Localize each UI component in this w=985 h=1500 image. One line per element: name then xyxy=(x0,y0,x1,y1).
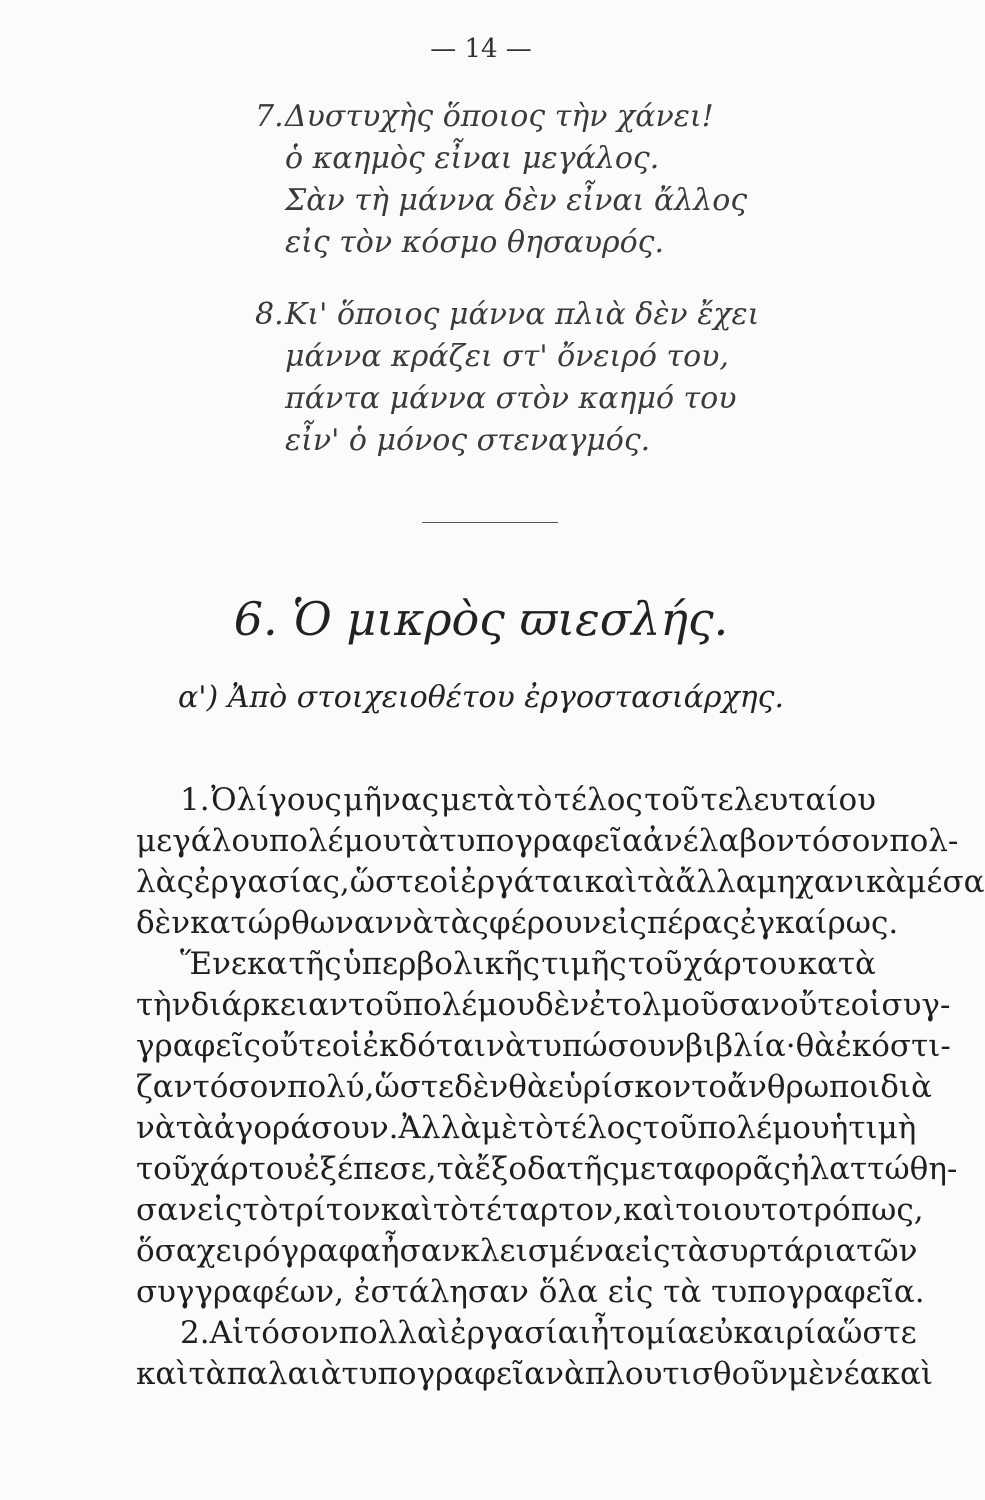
paragraph-line: ὅσα χειρόγραφα ἦσαν κλεισμένα εἰς τὰ συρτάρια τῶν xyxy=(136,1233,918,1269)
stanza-number: 7. xyxy=(255,99,284,134)
stanza-line: 8.Κι' ὅποιος μάννα πλιὰ δὲν ἔχει xyxy=(255,294,855,336)
stanza-number: 8. xyxy=(255,297,284,332)
poem-stanza-7 xyxy=(255,96,855,264)
paragraph-line: λὰς ἐργασίας, ὥστε οἱ ἐργάται καὶ τὰ ἄλλα μηχανικὰ μέσα xyxy=(136,864,985,900)
stanza-line: εἰς τὸν κόσμο θησαυρός. xyxy=(285,225,664,260)
paragraph-line: τὴν διάρκειαν τοῦ πολέμου δὲν ἐτολμοῦσαν οὔτε οἱ συγ- xyxy=(136,987,951,1023)
paragraph-line: 1. Ὀλίγους μῆνας μετὰ τὸ τέλος τοῦ τελευταίου xyxy=(180,782,876,818)
paragraph-line: καὶ τὰ παλαιὰ τυπογραφεῖα νὰ πλουτισθοῦν μὲ νέα καὶ xyxy=(136,1356,934,1392)
stanza-line: πάντα μάννα στὸν καημό του xyxy=(285,381,737,416)
paragraph-line: Ἕνεκα τῆς ὑπερβολικῆς τιμῆς τοῦ χάρτου κατὰ xyxy=(180,946,876,982)
paragraph-line: τοῦ χάρτου ἐξέπεσε, τὰ ἔξοδα τῆς μεταφορᾶς ἠλαττώθη- xyxy=(136,1151,958,1187)
paragraph-1 xyxy=(136,780,985,1313)
chapter-title: 6. Ὁ μικρὸς ϖιεσλής. xyxy=(233,592,729,646)
section-title: α') Ἀπὸ στοιχειοθέτου ἐργοστασιάρχης. xyxy=(177,680,784,715)
stanza-line: 7.Δυστυχὴς ὅποιος τὴν χάνει! xyxy=(255,96,855,138)
paragraph-line: δὲν κατώρθωναν νὰ τὰς φέρουν εἰς πέρας ἐγκαίρως. xyxy=(136,905,899,941)
page-number: — 14 — xyxy=(430,34,532,64)
paragraph-line: συγγραφέων, ἐστάλησαν ὅλα εἰς τὰ τυπογραφεῖα. xyxy=(136,1274,925,1310)
poem-stanza-8 xyxy=(255,294,855,462)
paragraph-line: ζαν τόσον πολύ, ὥστε δὲν θὰ εὑρίσκοντο ἄνθρωποι διὰ xyxy=(136,1069,932,1105)
stanza-line: ὁ καημὸς εἶναι μεγάλος. xyxy=(285,141,660,176)
stanza-line: μάννα κράζει στ' ὄνειρό του, xyxy=(285,339,729,374)
paragraph-line: γραφεῖς οὔτε οἱ ἐκδόται νὰ τυπώσουν βιβλία· θὰ ἐκόστι- xyxy=(136,1028,951,1064)
section-divider xyxy=(422,522,558,523)
paragraph-2 xyxy=(136,1313,934,1395)
paragraph-line: σαν εἰς τὸ τρίτον καὶ τὸ τέταρτον, καὶ τοιουτοτρόπως, xyxy=(136,1192,924,1228)
stanza-line: εἶν' ὁ μόνος στεναγμός. xyxy=(285,423,651,458)
stanza-line: Σὰν τὴ μάννα δὲν εἶναι ἄλλος xyxy=(285,183,748,218)
paragraph-line: 2. Αἱ τόσον πολλαὶ ἐργασίαι ἦτο μία εὐκαιρία ὥστε xyxy=(180,1315,917,1351)
paragraph-line: νὰ τὰ ἀγοράσουν. Ἀλλὰ μὲ τὸ τέλος τοῦ πολέμου ἡ τιμὴ xyxy=(136,1110,917,1146)
paragraph-line: μεγάλου πολέμου τὰ τυπογραφεῖα ἀνέλαβον τόσον πολ- xyxy=(136,823,959,859)
body-text xyxy=(136,780,985,1395)
